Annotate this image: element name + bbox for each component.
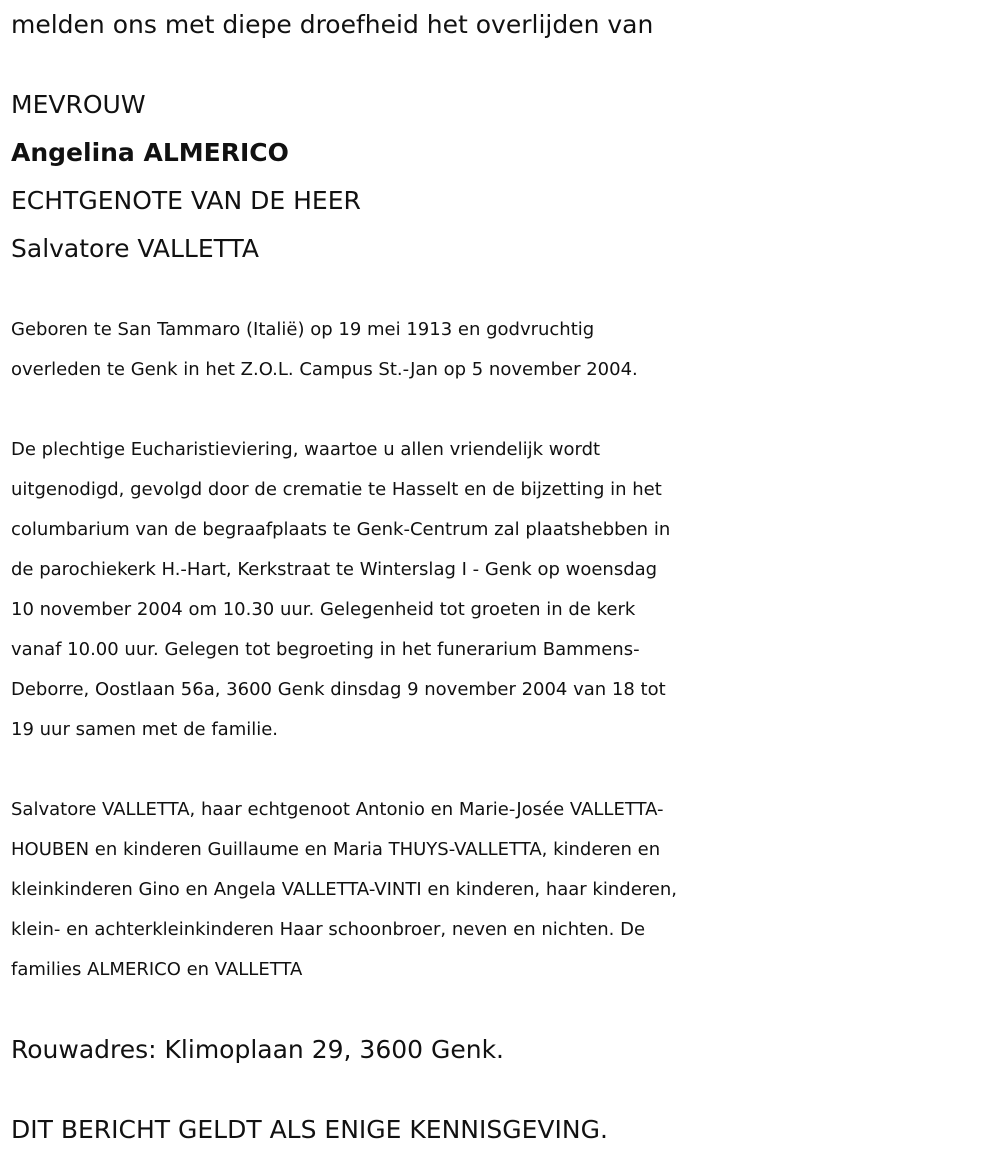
paragraph-line: uitgenodigd, gevolgd door de crematie te Hasselt en de bijzetting in het (11, 479, 662, 500)
spouse-name: Salvatore VALLETTA (11, 234, 259, 263)
paragraph-line: vanaf 10.00 uur. Gelegen tot begroeting in het funerarium Bammens- (11, 639, 640, 660)
paragraph-line: 10 november 2004 om 10.30 uur. Gelegenheid tot groeten in de kerk (11, 599, 636, 620)
paragraph-line: klein- en achterkleinkinderen Haar schoonbroer, neven en nichten. De (11, 919, 646, 940)
intro-text: melden ons met diepe droefheid het overlijden van (11, 10, 654, 39)
paragraph-line: de parochiekerk H.-Hart, Kerkstraat te Winterslag I - Genk op woensdag (11, 559, 658, 580)
paragraph-line: kleinkinderen Gino en Angela VALLETTA-VINTI en kinderen, haar kinderen, (11, 879, 677, 900)
ceremony-paragraph (11, 430, 991, 750)
deceased-name: Angelina ALMERICO (11, 138, 289, 167)
family-paragraph (11, 790, 991, 990)
paragraph-line: overleden te Genk in het Z.O.L. Campus St.-Jan op 5 november 2004. (11, 359, 638, 380)
paragraph-line: De plechtige Eucharistieviering, waartoe u allen vriendelijk wordt (11, 439, 601, 460)
paragraph-line: Salvatore VALLETTA, haar echtgenoot Antonio en Marie-Josée VALLETTA- (11, 799, 664, 820)
spouse-label: ECHTGENOTE VAN DE HEER (11, 186, 361, 215)
paragraph-line: Geboren te San Tammaro (Italië) op 19 mei 1913 en godvruchtig (11, 319, 595, 340)
paragraph-line: families ALMERICO en VALLETTA (11, 959, 303, 980)
mourning-address: Rouwadres: Klimoplaan 29, 3600 Genk. (11, 1035, 505, 1064)
notice-statement: DIT BERICHT GELDT ALS ENIGE KENNISGEVING. (11, 1115, 608, 1144)
paragraph-line: 19 uur samen met de familie. (11, 719, 279, 740)
birth-death-paragraph (11, 310, 991, 390)
paragraph-line: columbarium van de begraafplaats te Genk-Centrum zal plaatshebben in (11, 519, 671, 540)
title-prefix: MEVROUW (11, 90, 146, 119)
paragraph-line: HOUBEN en kinderen Guillaume en Maria THUYS-VALLETTA, kinderen en (11, 839, 661, 860)
paragraph-line: Deborre, Oostlaan 56a, 3600 Genk dinsdag 9 november 2004 van 18 tot (11, 679, 666, 700)
